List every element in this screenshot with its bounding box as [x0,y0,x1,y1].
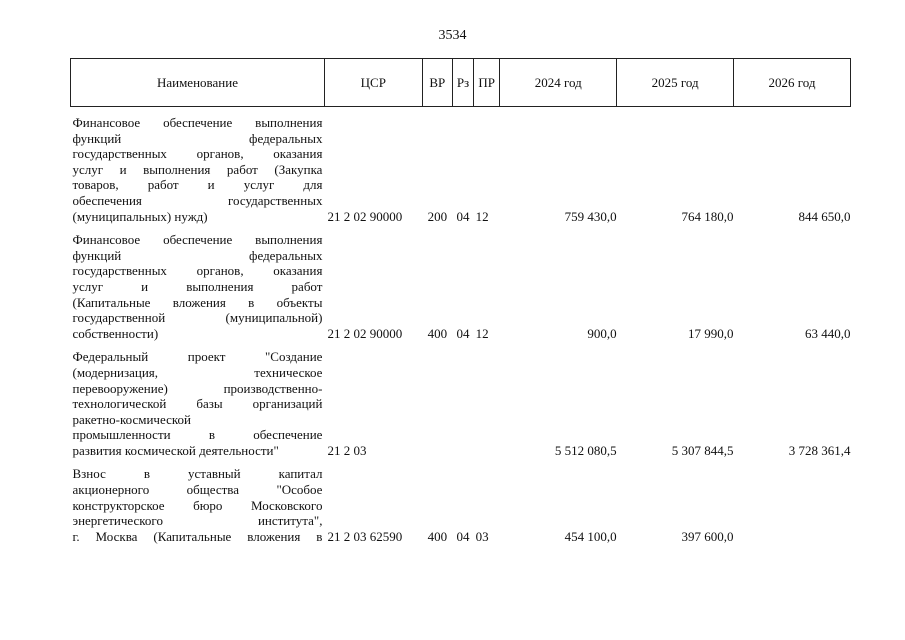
row-2025: 764 180,0 [681,208,734,224]
table-row [71,349,851,466]
name-line: функций федеральных [72,130,323,146]
row-2025: 17 990,0 [688,325,734,341]
header-rz: Рз [452,59,473,107]
page-number: 3534 [438,28,467,43]
row-pr [474,349,500,466]
header-2024: 2024 год [500,59,617,107]
name-line: функций федеральных [72,247,323,263]
header-pr: ПР [474,59,500,107]
header-row [71,59,851,107]
row-pr: 12 [475,325,489,341]
row-csr: 21 2 02 90000 [327,325,403,341]
row-csr: 21 2 03 [327,442,367,458]
row-2024: 900,0 [587,325,617,341]
name-line: перевооружение) производственно- [72,380,323,396]
name-line: Взнос в уставный капитал [72,466,323,482]
header-2026: 2026 год [734,59,851,107]
name-line: (муниципальных) нужд) [72,208,208,224]
row-rz: 04 [456,325,470,341]
name-line: г. Москва (Капитальные вложения в [72,528,323,544]
name-line: акционерного общества "Особое [72,482,323,498]
row-rz: 04 [456,528,470,544]
name-line: технологической базы организаций [72,396,323,412]
row-csr: 21 2 02 90000 [327,208,403,224]
header-csr: ЦСР [324,59,422,107]
row-vr: 200 [427,208,448,224]
table-row [71,107,851,233]
name-line: обеспечения государственных [72,192,323,208]
name-line: государственной (муниципальной) [72,310,323,326]
row-2024: 759 430,0 [564,208,617,224]
row-name [71,107,325,233]
name-line: Федеральный проект "Создание [72,349,323,365]
row-vr [422,349,452,466]
budget-table [70,58,851,552]
name-line: конструкторское бюро Московского [72,497,323,513]
row-2026: 63 440,0 [805,325,851,341]
name-line: услуг и выполнения работ (Закупка [72,161,323,177]
row-rz: 04 [456,208,470,224]
header-name: Наименование [71,59,325,107]
name-line: (модернизация, техническое [72,364,323,380]
name-line: энергетического института", [72,513,323,529]
row-2024: 454 100,0 [564,528,617,544]
table-header [71,59,851,107]
table-row [71,466,851,552]
header-2025: 2025 год [617,59,734,107]
row-2026: 3 728 361,4 [788,442,851,458]
row-vr: 400 [427,325,448,341]
row-rz [452,349,473,466]
name-line: собственности) [72,325,159,341]
row-2025: 5 307 844,5 [671,442,734,458]
name-line: государственных органов, оказания [72,263,323,279]
name-line: государственных органов, оказания [72,146,323,162]
name-line: Финансовое обеспечение выполнения [72,232,323,248]
name-line: товаров, работ и услуг для [72,177,323,193]
row-pr: 12 [475,208,489,224]
table-row [71,232,851,349]
name-line: услуг и выполнения работ [72,278,323,294]
name-line: (Капитальные вложения в объекты [72,294,323,310]
header-vr: ВР [422,59,452,107]
row-vr: 400 [427,528,448,544]
row-2026 [734,466,851,552]
row-2025: 397 600,0 [681,528,734,544]
row-2024: 5 512 080,5 [554,442,617,458]
row-csr: 21 2 03 62590 [327,528,403,544]
row-2026: 844 650,0 [798,208,851,224]
table-body [71,107,851,553]
row-name [71,232,325,349]
name-line: ракетно-космической [72,411,191,427]
name-line: промышленности в обеспечение [72,427,323,443]
row-name [71,349,325,466]
name-line: Финансовое обеспечение выполнения [72,115,323,130]
row-pr: 03 [475,528,489,544]
name-line: развития космической деятельности" [72,442,279,458]
row-name [71,466,325,552]
